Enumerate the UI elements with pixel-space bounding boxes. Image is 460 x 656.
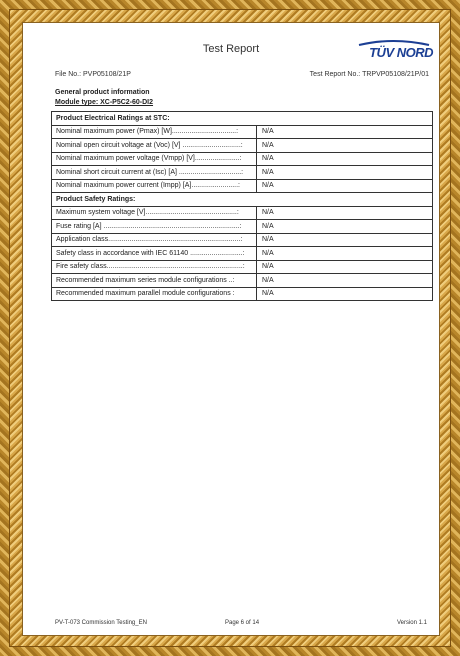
row-value: N/A bbox=[257, 166, 433, 180]
row-label: Nominal maximum power voltage (Vmpp) [V].......................: bbox=[52, 152, 257, 166]
section-heading: Product Safety Ratings: bbox=[52, 193, 433, 207]
row-label: Recommended maximum series module configurations ..: bbox=[52, 274, 257, 288]
document-page bbox=[22, 22, 440, 636]
table-row bbox=[52, 139, 433, 153]
row-value: N/A bbox=[257, 247, 433, 261]
row-label: Maximum system voltage [V]...............................................: bbox=[52, 206, 257, 220]
table-row bbox=[52, 152, 433, 166]
general-info-heading: General product information bbox=[55, 89, 150, 96]
row-value: N/A bbox=[257, 220, 433, 234]
section-heading: Product Electrical Ratings at STC: bbox=[52, 112, 433, 126]
file-number: File No.: PVP05108/21P bbox=[55, 71, 131, 78]
table-row bbox=[52, 233, 433, 247]
table-row bbox=[52, 287, 433, 301]
footer-page-number: Page 6 of 14 bbox=[225, 620, 260, 626]
table-row bbox=[52, 166, 433, 180]
row-label: Nominal maximum power (Pmax) [W].................................: bbox=[52, 125, 257, 139]
row-value: N/A bbox=[257, 125, 433, 139]
table-row bbox=[52, 125, 433, 139]
row-label: Fuse rating [A] ......................................................................: bbox=[52, 220, 257, 234]
table-row bbox=[52, 206, 433, 220]
row-value: N/A bbox=[257, 139, 433, 153]
footer-version: Version 1.1 bbox=[396, 620, 427, 626]
ratings-table bbox=[51, 111, 433, 301]
table-row bbox=[52, 247, 433, 261]
row-value: N/A bbox=[257, 287, 433, 301]
row-value: N/A bbox=[257, 206, 433, 220]
row-value: N/A bbox=[257, 152, 433, 166]
table-row bbox=[52, 260, 433, 274]
row-label: Nominal short circuit current at (Isc) [A] ................................: bbox=[52, 166, 257, 180]
row-label: Nominal maximum power current (Impp) [A]........................: bbox=[52, 179, 257, 193]
tuv-nord-logo bbox=[353, 39, 433, 61]
table-row bbox=[52, 220, 433, 234]
section-heading-row bbox=[52, 112, 433, 126]
row-label: Fire safety class......................................................................: bbox=[52, 260, 257, 274]
row-value: N/A bbox=[257, 260, 433, 274]
test-report-number: Test Report No.: TRPVP05108/21P/01 bbox=[309, 71, 429, 78]
logo-text: TÜV NORD bbox=[369, 45, 433, 60]
module-type: Module type: XC-P5C2-60-DI2 bbox=[55, 99, 154, 106]
row-label: Safety class in accordance with IEC 61140 ...........................: bbox=[52, 247, 257, 261]
report-title: Test Report bbox=[202, 43, 260, 55]
row-value: N/A bbox=[257, 179, 433, 193]
row-value: N/A bbox=[257, 233, 433, 247]
section-heading-row bbox=[52, 193, 433, 207]
table-row bbox=[52, 274, 433, 288]
row-label: Application class....................................................................: bbox=[52, 233, 257, 247]
row-label: Recommended maximum parallel module configurations : bbox=[52, 287, 257, 301]
row-label: Nominal open circuit voltage at (Voc) [V] ..............................: bbox=[52, 139, 257, 153]
footer-document-id: PV-T-073 Commission Testing_EN bbox=[55, 620, 147, 626]
table-row bbox=[52, 179, 433, 193]
row-value: N/A bbox=[257, 274, 433, 288]
